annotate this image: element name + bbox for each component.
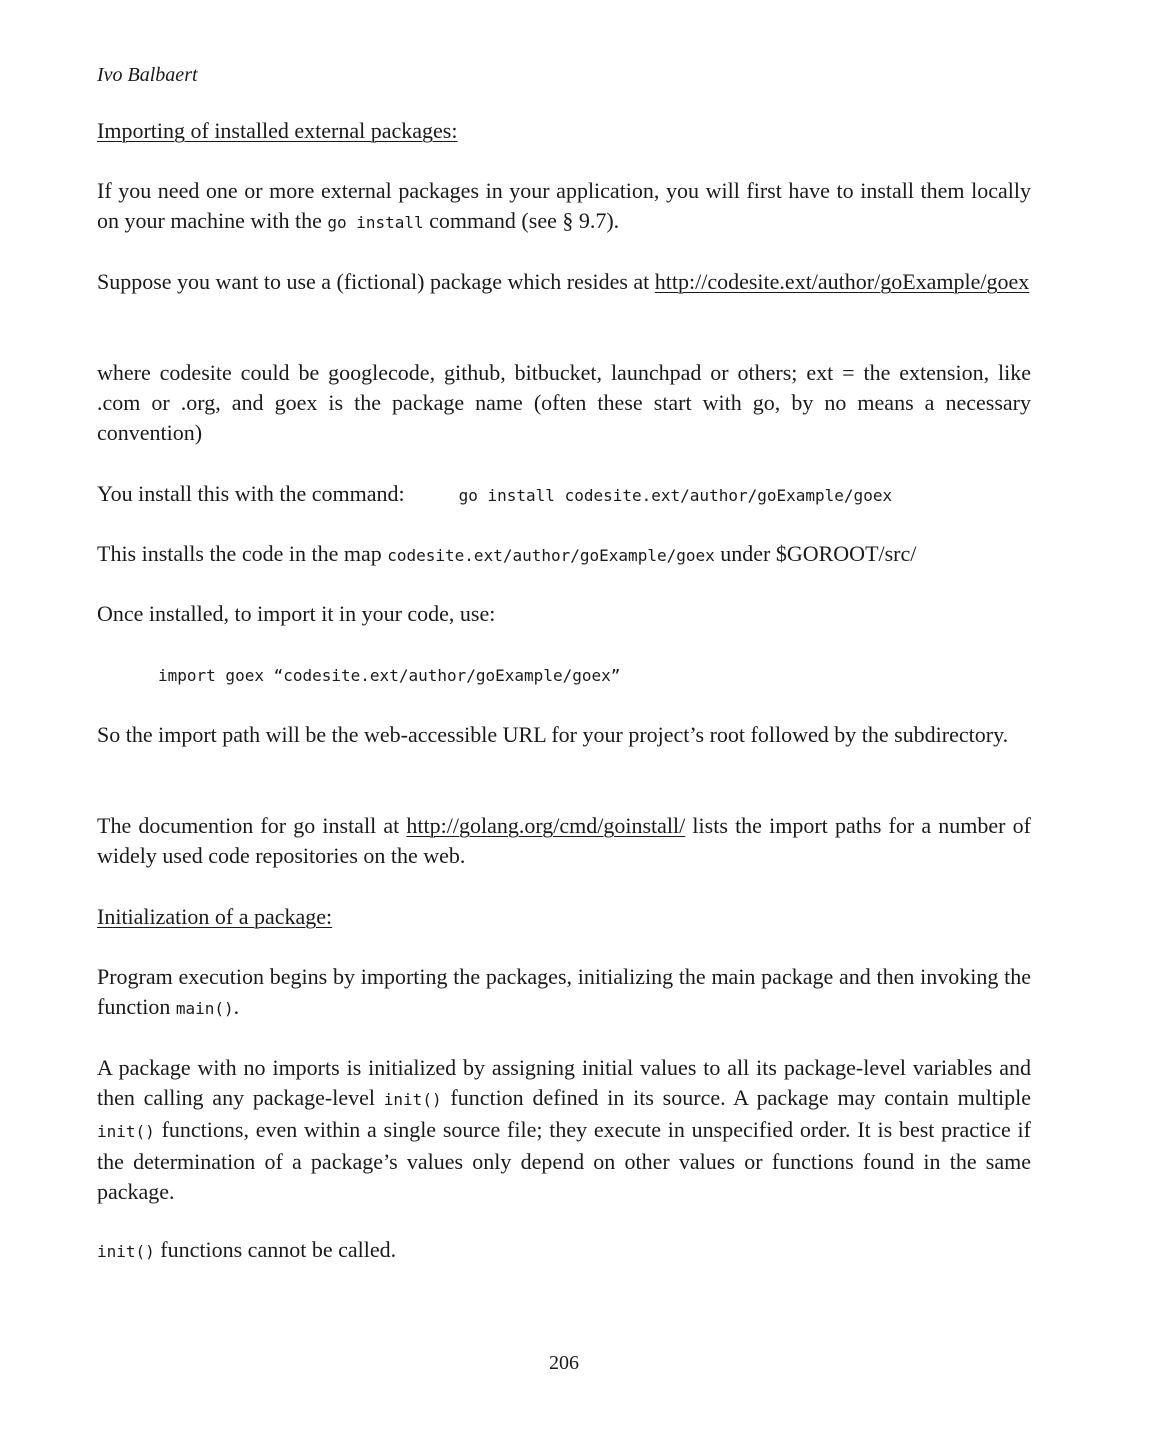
paragraph-import-usage: Once installed, to import it in your code, use: <box>97 601 496 626</box>
text: You install this with the command: <box>97 481 405 506</box>
text: command (see § 9.7). <box>423 208 620 233</box>
text: Suppose you want to use a (fictional) package which resides at <box>97 269 655 294</box>
code-import-statement: import goex “codesite.ext/author/goExample/goex” <box>158 666 621 685</box>
paragraph-documentation <box>97 811 1031 871</box>
paragraph-init-not-callable <box>97 1235 1031 1267</box>
page-number: 206 <box>549 1352 579 1374</box>
paragraph-import-path: So the import path will be the web-accessible URL for your project’s root followed by the subdirectory. <box>97 722 1009 747</box>
inline-code: codesite.ext/author/goExample/goex <box>387 546 715 565</box>
inline-code: init() <box>383 1090 442 1109</box>
text: lists the import paths for a number of widely used code repositories on the web. <box>97 813 1032 868</box>
paragraph-install-command <box>97 479 1031 511</box>
codesite-link[interactable]: http://codesite.ext/author/goExample/goex <box>654 269 1030 294</box>
text: A package with no imports is initialized by assigning initial values to all its package-level variables and then calling any package-level <box>97 1055 1031 1110</box>
text: The documention for go install at <box>97 813 407 838</box>
inline-code: go install codesite.ext/author/goExample/goex <box>458 486 893 505</box>
goinstall-doc-link[interactable]: http://golang.org/cmd/goinstall/ <box>406 813 686 838</box>
paragraph-package-init <box>97 1053 1031 1207</box>
text: This installs the code in the map <box>97 541 388 566</box>
running-header-author: Ivo Balbaert <box>97 64 198 86</box>
text: functions cannot be called. <box>154 1237 397 1262</box>
section-heading-initialization: Initialization of a package: <box>97 904 333 929</box>
inline-code: main() <box>175 999 234 1018</box>
text: functions, even within a single source file; they execute in unspecified order. It is best practice if the determination of a package’s values only depend on other values or functions found in the same package. <box>97 1117 1031 1204</box>
paragraph-fictional-package <box>97 267 1031 297</box>
inline-code: go install <box>327 213 424 232</box>
section-heading-importing: Importing of installed external packages: <box>97 118 458 143</box>
inline-code: init() <box>97 1242 155 1261</box>
text: . <box>233 994 240 1019</box>
paragraph-codesite-explanation: where codesite could be googlecode, github, bitbucket, launchpad or others; ext = the extension, like .com or .org, and goex is the package name (often these start with go, by no means a necessary convention) <box>97 360 1031 445</box>
paragraph-install-intro <box>97 176 1031 238</box>
text: function defined in its source. A package may contain multiple <box>441 1085 1031 1110</box>
text: under $GOROOT/src/ <box>714 541 917 566</box>
text: Program execution begins by importing the packages, initializing the main package and then invoking the function <box>97 964 1031 1019</box>
text: If you need one or more external packages in your application, you will first have to install them locally on your machine with the <box>97 178 1031 233</box>
paragraph-program-execution <box>97 962 1031 1024</box>
inline-code: init() <box>97 1122 155 1141</box>
paragraph-install-location <box>97 539 1031 571</box>
